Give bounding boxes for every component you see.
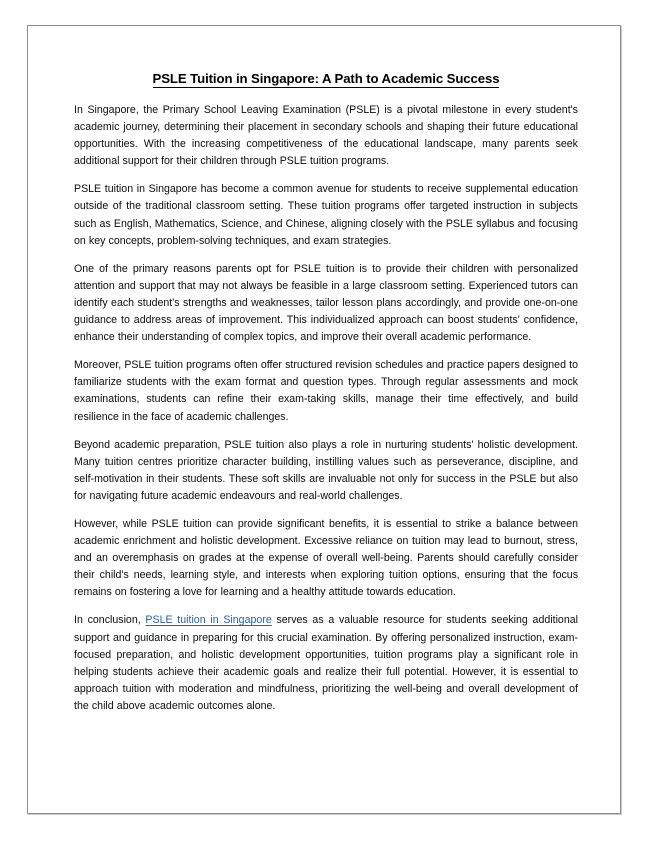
conclusion-lead-text: In conclusion, (74, 614, 146, 627)
paragraph-2: PSLE tuition in Singapore has become a common avenue for students to receive supplemental education outside of the traditional classroom setting. These tuition programs offer targeted instruction in subjects such as English, Mathematics, Science, and Chinese, aligning closely with the PSLE syllabus and focusing on key concepts, problem-solving techniques, and exam strategies. (74, 183, 578, 247)
paragraph-4: Moreover, PSLE tuition programs often offer structured revision schedules and practice papers designed to familiarize students with the exam format and question types. Through regular assessments and mock examinations, students can refine their exam-taking skills, manage their time effectively, and build resilience in the face of academic challenges. (74, 359, 578, 423)
paragraph-5: Beyond academic preparation, PSLE tuition also plays a role in nurturing students' holistic development. Many tuition centres prioritize character building, instilling values such as perseverance, discipline, and self-motivation in their students. These soft skills are invaluable not only for success in the PSLE but also for navigating future academic endeavours and real-world challenges. (74, 438, 578, 502)
conclusion-rest-text: serves as a valuable resource for students seeking additional support and guidance in preparing for this crucial examination. By offering personalized instruction, exam-focused preparation, and holistic development opportunities, tuition programs play a significant role in helping students achieve their academic goals and realize their full potential. However, it is essential to approach tuition with moderation and mindfulness, prioritizing the well-being and overall development of the child above academic outcomes alone. (74, 614, 579, 712)
document-body (74, 70, 578, 715)
paragraph-1: In Singapore, the Primary School Leaving Examination (PSLE) is a pivotal milestone in every student's academic journey, determining their placement in secondary schools and shaping their future educational opportunities. With the increasing competitiveness of the educational landscape, many parents seek additional support for their children through PSLE tuition programs. (74, 104, 578, 168)
paragraph-conclusion (74, 612, 578, 715)
page-title-text: PSLE Tuition in Singapore: A Path to Academic Success (152, 71, 500, 86)
page-title (74, 70, 578, 87)
psle-tuition-in-singapore-link[interactable]: PSLE tuition in Singapore (145, 614, 272, 627)
paragraph-3: One of the primary reasons parents opt for PSLE tuition is to provide their children with personalized attention and support that may not always be feasible in a large classroom setting. Experienced tutors can identify each student's strengths and weaknesses, tailor lesson plans accordingly, and provide one-on-one guidance to address areas of improvement. This individualized approach can boost students' confidence, enhance their understanding of complex topics, and improve their overall academic performance. (74, 262, 578, 344)
page-border-frame (27, 25, 621, 814)
paragraph-6: However, while PSLE tuition can provide significant benefits, it is essential to strike a balance between academic enrichment and holistic development. Excessive reliance on tuition may lead to burnout, stress, and an overemphasis on grades at the expense of overall well-being. Parents should carefully consider their child's needs, learning style, and interests when exploring tuition options, ensuring that the focus remains on fostering a love for learning and a healthy attitude towards education. (74, 517, 578, 599)
